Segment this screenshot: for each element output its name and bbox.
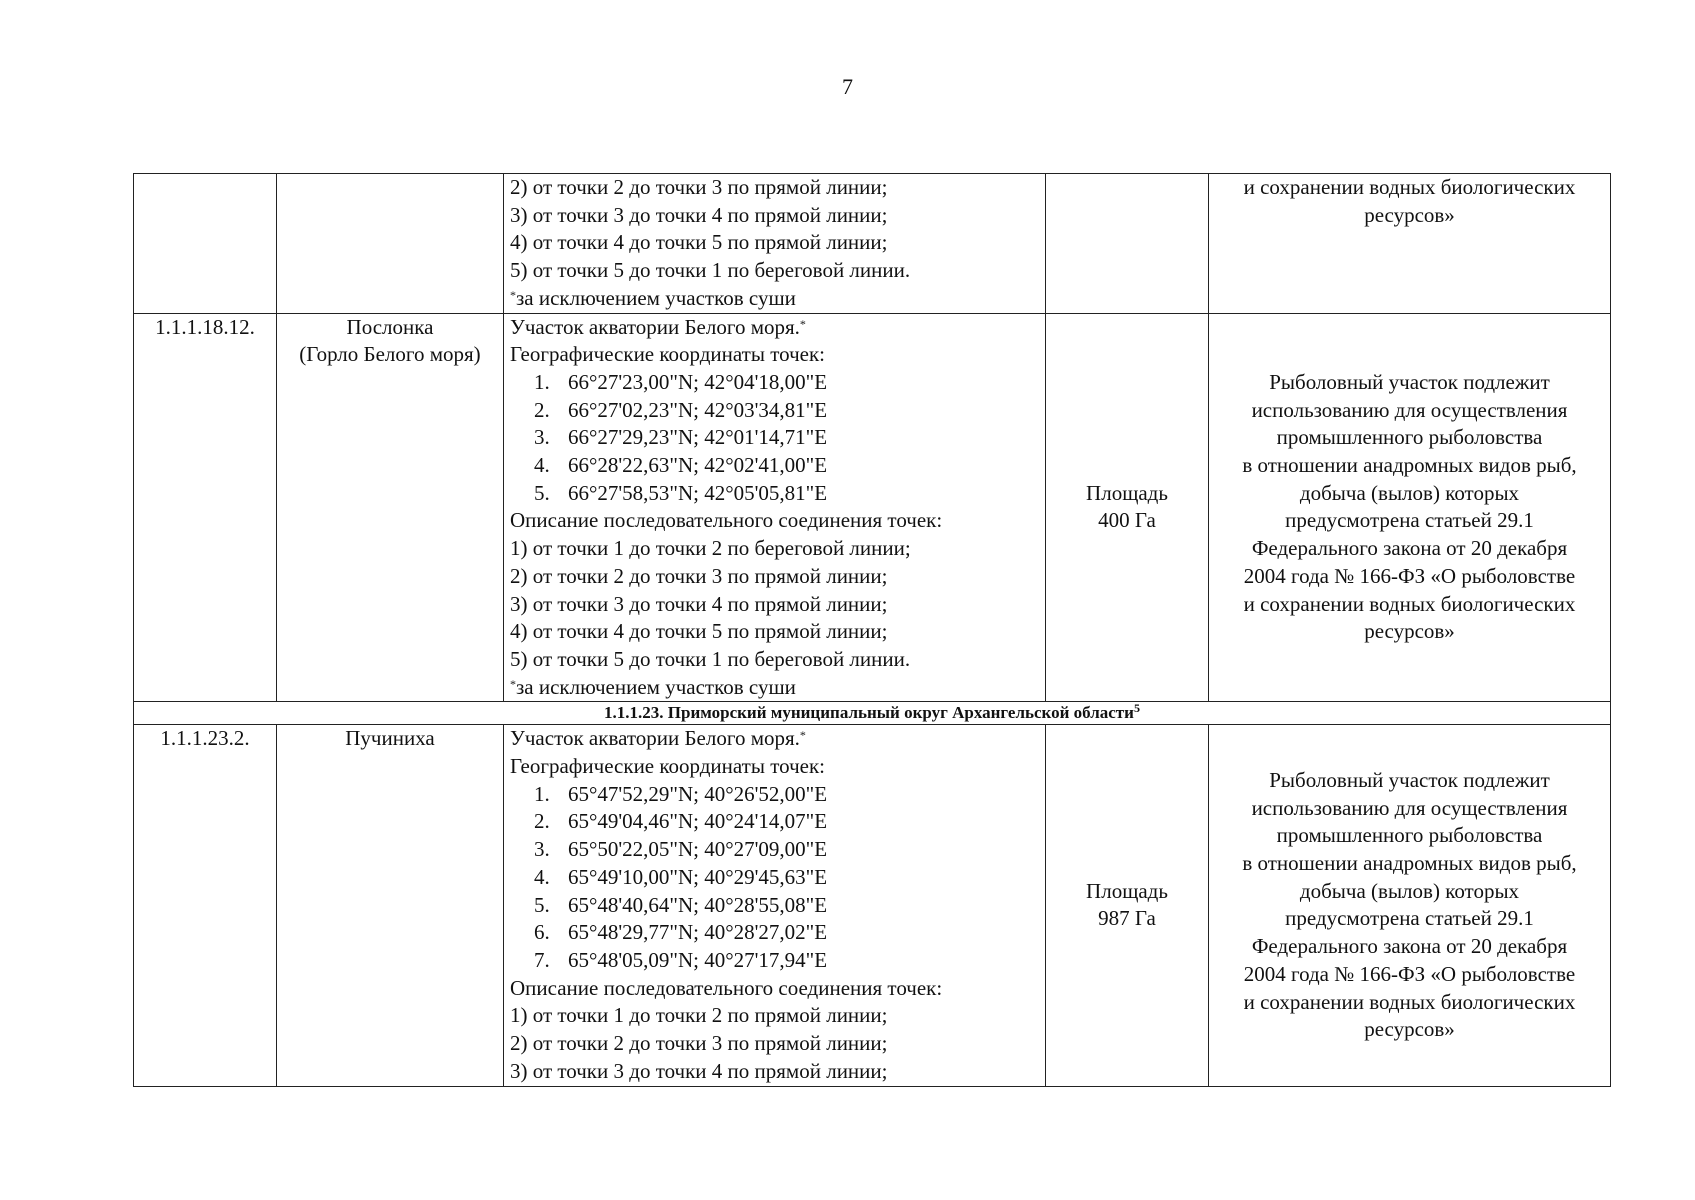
cell-number-empty [134, 174, 277, 314]
coordinate-number: 5. [534, 480, 550, 505]
boundary-line: 1) от точки 1 до точки 2 по береговой линии; [510, 536, 911, 561]
purpose-line: добыча (вылов) которых [1299, 480, 1520, 505]
cell-purpose [1209, 725, 1611, 1086]
cell-description [504, 313, 1046, 702]
coordinate-value: 66°27'23,00"N; 42°04'18,00"E [568, 369, 828, 394]
area-label: Площадь [1086, 480, 1168, 505]
area-name-line2: (Горло Белого моря) [299, 342, 481, 367]
description-title [510, 725, 1041, 753]
area-label: Площадь [1086, 878, 1168, 903]
area-name-text: Пучиниха [345, 726, 435, 751]
purpose-line: использованию для осуществления [1251, 795, 1568, 820]
coordinate-value: 65°48'40,64"N; 40°28'55,08"E [568, 892, 828, 917]
coordinate-number: 2. [534, 397, 550, 422]
section-heading [134, 702, 1611, 725]
description-title [510, 314, 1041, 342]
coordinate-item [510, 369, 1041, 397]
coordinate-number: 3. [534, 837, 550, 862]
coordinate-item [510, 424, 1041, 452]
boundary-line: 3) от точки 3 до точки 4 по прямой линии; [510, 202, 888, 227]
footnote-text: за исключением участков суши [516, 674, 796, 699]
purpose-line: Рыболовный участок подлежит [1269, 369, 1550, 394]
coordinate-item [510, 919, 1041, 947]
coordinate-value: 66°27'29,23"N; 42°01'14,71"E [568, 425, 828, 450]
coordinate-value: 65°48'05,09"N; 40°27'17,94"E [568, 947, 828, 972]
boundary-line: 5) от точки 5 до точки 1 по береговой линии. [510, 646, 911, 671]
purpose-line: промышленного рыболовства [1276, 823, 1543, 848]
title-text: Участок акватории Белого моря. [510, 314, 800, 339]
purpose-line: Федерального закона от 20 декабря [1251, 934, 1568, 959]
coordinate-value: 66°27'02,23"N; 42°03'34,81"E [568, 397, 828, 422]
coordinate-number: 4. [534, 864, 550, 889]
footnote-mark: * [510, 287, 516, 302]
coordinate-value: 66°28'22,63"N; 42°02'41,00"E [568, 453, 828, 478]
area-name [277, 725, 504, 1086]
coordinate-item [510, 808, 1041, 836]
coordinate-value: 65°47'52,29"N; 40°26'52,00"E [568, 781, 828, 806]
section-title: 1.1.1.23. Приморский муниципальный округ Архангельской области [604, 703, 1134, 723]
boundary-line: 3) от точки 3 до точки 4 по прямой линии; [510, 1058, 888, 1083]
fishing-areas-table [133, 173, 1611, 1087]
footnote-line [510, 674, 1041, 702]
coordinate-number: 1. [534, 369, 550, 394]
boundary-line: 4) от точки 4 до точки 5 по прямой линии; [510, 230, 888, 255]
coordinate-number: 4. [534, 453, 550, 478]
coordinate-item [510, 836, 1041, 864]
purpose-line: Рыболовный участок подлежит [1269, 767, 1550, 792]
table-row [134, 725, 1611, 1086]
purpose-line: 2004 года № 166-ФЗ «О рыболовстве [1243, 961, 1576, 986]
coordinate-item [510, 892, 1041, 920]
area-name [277, 313, 504, 702]
coordinate-value: 66°27'58,53"N; 42°05'05,81"E [568, 480, 828, 505]
coordinate-value: 65°48'29,77"N; 40°28'27,02"E [568, 920, 828, 945]
boundary-line: 1) от точки 1 до точки 2 по прямой линии; [510, 1003, 888, 1028]
cell-purpose [1209, 174, 1611, 314]
coords-heading: Географические координаты точек: [510, 754, 825, 779]
area-number-text: 1.1.1.18.12. [155, 314, 255, 339]
purpose-line: Федерального закона от 20 декабря [1251, 536, 1568, 561]
title-mark: * [799, 728, 806, 743]
coordinate-number: 1. [534, 781, 550, 806]
coordinate-number: 5. [534, 892, 550, 917]
purpose-line: и сохранении водных биологических [1243, 591, 1576, 616]
coordinate-item [510, 480, 1041, 508]
coordinate-number: 6. [534, 920, 550, 945]
purpose-line: предусмотрена статьей 29.1 [1285, 906, 1534, 931]
coordinate-number: 2. [534, 809, 550, 834]
area-size [1046, 313, 1209, 702]
title-text: Участок акватории Белого моря. [510, 726, 800, 751]
cell-description [504, 174, 1046, 314]
purpose-line: промышленного рыболовства [1276, 425, 1543, 450]
purpose-line: добыча (вылов) которых [1299, 878, 1520, 903]
desc-heading: Описание последовательного соединения точек: [510, 508, 943, 533]
coords-heading: Географические координаты точек: [510, 342, 825, 367]
area-number [134, 725, 277, 1086]
coordinate-number: 3. [534, 425, 550, 450]
boundary-line: 3) от точки 3 до точки 4 по прямой линии; [510, 591, 888, 616]
boundary-line: 4) от точки 4 до точки 5 по прямой линии; [510, 619, 888, 644]
cell-description [504, 725, 1046, 1086]
boundary-line: 2) от точки 2 до точки 3 по прямой линии; [510, 563, 888, 588]
area-value: 400 Га [1098, 508, 1156, 533]
purpose-line: использованию для осуществления [1251, 397, 1568, 422]
title-mark: * [799, 316, 806, 331]
cell-area-empty [1046, 174, 1209, 314]
page-number: 7 [842, 74, 853, 99]
coordinate-value: 65°49'10,00"N; 40°29'45,63"E [568, 864, 828, 889]
coordinate-value: 65°49'04,46"N; 40°24'14,07"E [568, 809, 828, 834]
purpose-line: в отношении анадромных видов рыб, [1242, 453, 1577, 478]
table-row [134, 313, 1611, 702]
coordinate-number: 7. [534, 947, 550, 972]
purpose-text: и сохранении водных биологических ресурсов» [1243, 175, 1576, 227]
footnote-mark: * [510, 676, 516, 691]
boundary-line: 2) от точки 2 до точки 3 по прямой линии; [510, 175, 888, 199]
coordinate-value: 65°50'22,05"N; 40°27'09,00"E [568, 837, 828, 862]
desc-heading: Описание последовательного соединения точек: [510, 975, 943, 1000]
cell-name-empty [277, 174, 504, 314]
area-value: 987 Га [1098, 906, 1156, 931]
purpose-line: 2004 года № 166-ФЗ «О рыболовстве [1243, 563, 1576, 588]
purpose-line: и сохранении водных биологических [1243, 989, 1576, 1014]
table-row-continuation [134, 174, 1611, 314]
boundary-line: 5) от точки 5 до точки 1 по береговой линии. [510, 258, 911, 283]
coordinate-item [510, 452, 1041, 480]
coordinate-item [510, 781, 1041, 809]
area-name-line1: Послонка [346, 314, 434, 339]
purpose-line: предусмотрена статьей 29.1 [1285, 508, 1534, 533]
section-mark: 5 [1133, 701, 1140, 716]
coordinate-item [510, 397, 1041, 425]
footnote-line [510, 285, 1041, 313]
boundary-line: 2) от точки 2 до точки 3 по прямой линии; [510, 1031, 888, 1056]
cell-purpose [1209, 313, 1611, 702]
coordinate-item [510, 864, 1041, 892]
area-number [134, 313, 277, 702]
purpose-line: ресурсов» [1364, 1017, 1455, 1042]
area-size [1046, 725, 1209, 1086]
area-number-text: 1.1.1.23.2. [160, 726, 250, 751]
purpose-line: в отношении анадромных видов рыб, [1242, 851, 1577, 876]
section-heading-row [134, 702, 1611, 725]
footnote-text: за исключением участков суши [516, 285, 796, 310]
coordinate-item [510, 947, 1041, 975]
purpose-line: ресурсов» [1364, 619, 1455, 644]
